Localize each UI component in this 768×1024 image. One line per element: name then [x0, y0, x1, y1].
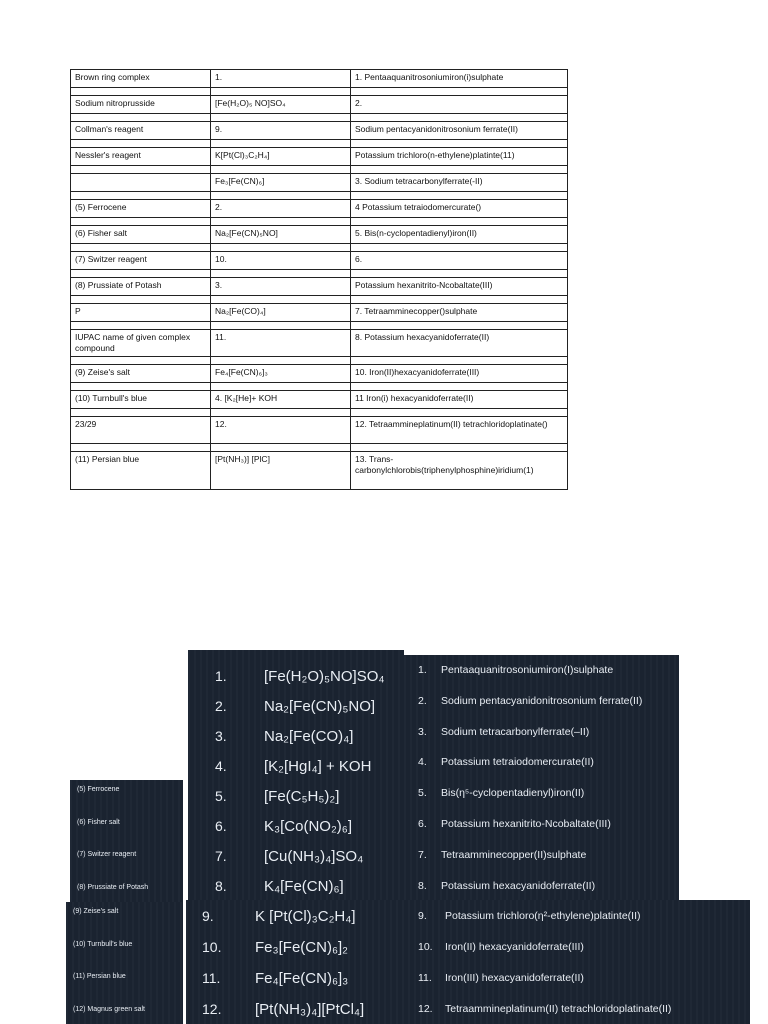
formula-number: 4. — [215, 758, 227, 774]
table-spacer-cell — [71, 166, 211, 174]
table-spacer-row — [71, 409, 568, 417]
table-spacer-cell — [211, 296, 351, 304]
table-cell-c2: 12. — [211, 417, 351, 444]
table-spacer-row — [71, 88, 568, 96]
name-number: 8. — [418, 879, 427, 892]
table-spacer-cell — [211, 88, 351, 96]
table-cell-c1: (10) Turnbull's blue — [71, 391, 211, 409]
iupac-name-text: Tetraamminecopper(II)sulphate — [441, 848, 587, 861]
table-cell-c2: [Pt(NH₃)] [PlC] — [211, 452, 351, 490]
iupac-name-row — [404, 655, 679, 685]
table-spacer-cell — [211, 270, 351, 278]
table-spacer-cell — [351, 114, 568, 122]
table-spacer-cell — [211, 322, 351, 330]
formula-number: 8. — [215, 878, 227, 894]
formula-row — [188, 661, 404, 691]
formula-number: 9. — [202, 908, 214, 924]
table-spacer-cell — [351, 296, 568, 304]
table-spacer-cell — [211, 383, 351, 391]
table-cell-c3: Sodium pentacyanidonitrosonium ferrate(II) — [351, 122, 568, 140]
table-cell-c1: (7) Switzer reagent — [71, 252, 211, 270]
name-number: 4. — [418, 756, 427, 769]
formula-text: [K₂[HgI₄] + KOH — [264, 757, 372, 775]
table-cell-c3: 7. Tetraamminecopper()sulphate — [351, 304, 568, 322]
compound-common-name: (5) Ferrocene — [77, 786, 120, 793]
table-cell-c1 — [71, 174, 211, 192]
table-spacer-row — [71, 218, 568, 226]
table-cell-c3: 6. — [351, 252, 568, 270]
table-cell-c1: (9) Zeise's salt — [71, 365, 211, 383]
formula-number: 10. — [202, 939, 222, 955]
name-board-upper — [404, 655, 679, 900]
iupac-name-text: Iron(III) hexacyanidoferrate(II) — [445, 972, 584, 984]
iupac-name-row — [404, 840, 679, 870]
compound-common-name: (6) Fisher salt — [77, 818, 120, 826]
iupac-name-row — [404, 871, 679, 901]
iupac-name-row — [404, 747, 679, 777]
formula-row — [186, 963, 406, 993]
formula-text: [Fe(H₂O)₅NO]SO₄ — [264, 667, 385, 685]
formula-row — [188, 781, 404, 811]
table-spacer-row — [71, 244, 568, 252]
table-spacer-row — [71, 383, 568, 391]
table-spacer-cell — [71, 88, 211, 96]
formula-text: [Cu(NH₃)₄]SO₄ — [264, 847, 364, 865]
table-spacer-cell — [71, 322, 211, 330]
table-spacer-cell — [71, 296, 211, 304]
formula-row — [188, 841, 404, 871]
compound-common-name: (8) Prussiate of Potash — [77, 883, 149, 891]
table-spacer-cell — [351, 166, 568, 174]
formula-number: 7. — [215, 848, 227, 864]
formula-text: K₄[Fe(CN)₆] — [264, 877, 344, 895]
iupac-name-row — [404, 809, 679, 839]
formula-text: [Fe(C₅H₅)₂] — [264, 787, 340, 805]
table-cell-c1: Brown ring complex — [71, 70, 211, 88]
table-spacer-cell — [351, 244, 568, 252]
formula-row — [186, 901, 406, 931]
table-spacer-cell — [351, 357, 568, 365]
compound-common-name: (7) Switzer reagent — [77, 851, 137, 858]
iupac-name-text: Iron(II) hexacyanidoferrate(III) — [445, 941, 584, 953]
formula-text: Na₂[Fe(CO)₄] — [264, 727, 354, 745]
table-spacer-cell — [211, 357, 351, 365]
table-spacer-cell — [351, 270, 568, 278]
table-cell-c3: 1. Pentaaquanitrosoniumiron(i)sulphate — [351, 70, 568, 88]
table-spacer-cell — [71, 357, 211, 365]
table-cell-c3: 11 Iron(i) hexacyanidoferrate(II) — [351, 391, 568, 409]
table-spacer-cell — [71, 383, 211, 391]
iupac-name-text: Tetraammineplatinum(II) tetrachloridoplatinate(II) — [445, 1003, 672, 1015]
iupac-name-row — [404, 778, 679, 808]
table-row — [71, 278, 568, 296]
table-cell-c1: Collman's reagent — [71, 122, 211, 140]
table-spacer-cell — [211, 114, 351, 122]
table-spacer-row — [71, 114, 568, 122]
table-cell-c2: 3. — [211, 278, 351, 296]
table-cell-c2: Fe₃[Fe(CN)₆] — [211, 174, 351, 192]
table-row — [71, 122, 568, 140]
formula-row — [188, 721, 404, 751]
iupac-name-text: Potassium hexacyanidoferrate(II) — [441, 879, 596, 892]
iupac-name-row — [416, 994, 750, 1024]
table-spacer-cell — [351, 322, 568, 330]
table-spacer-cell — [211, 409, 351, 417]
formula-board-upper — [188, 650, 404, 905]
formula-row — [188, 871, 404, 901]
table-spacer-cell — [351, 218, 568, 226]
table-row — [71, 330, 568, 357]
table-row — [71, 365, 568, 383]
formula-row — [188, 811, 404, 841]
table-row — [71, 304, 568, 322]
formula-text: Na₂[Fe(CN)₅NO] — [264, 697, 376, 715]
table-row — [71, 417, 568, 444]
table-cell-c2: 10. — [211, 252, 351, 270]
table-spacer-cell — [351, 383, 568, 391]
table-cell-c2: [Fe(H₂O)₅ NO]SO₄ — [211, 96, 351, 114]
table-cell-c3: 12. Tetraammineplatinum(II) tetrachloridoplatinate() — [351, 417, 568, 444]
table-spacer-cell — [71, 409, 211, 417]
table-row — [71, 252, 568, 270]
table-spacer-cell — [351, 140, 568, 148]
name-number: 2. — [418, 694, 427, 707]
name-number: 9. — [418, 910, 427, 922]
table-row — [71, 96, 568, 114]
formula-number: 11. — [202, 970, 221, 986]
iupac-name-text: Potassium hexanitrito-Ncobaltate(III) — [441, 818, 611, 830]
name-number: 11. — [418, 972, 432, 984]
iupac-name-text: Bis(η⁵-cyclopentadienyl)iron(II) — [441, 787, 585, 800]
compound-common-name: (12) Magnus green salt — [73, 1005, 145, 1013]
name-number: 10. — [418, 941, 433, 953]
table-cell-c1: Sodium nitroprusside — [71, 96, 211, 114]
table-cell-c2: 2. — [211, 200, 351, 218]
table-cell-c1: (5) Ferrocene — [71, 200, 211, 218]
table-cell-c2: 11. — [211, 330, 351, 357]
name-number: 3. — [418, 725, 427, 738]
iupac-name-row — [404, 686, 679, 716]
iupac-name-text: Sodium pentacyanidonitrosonium ferrate(II) — [441, 694, 643, 707]
formula-row — [186, 994, 406, 1024]
table-row — [71, 200, 568, 218]
table-spacer-cell — [71, 114, 211, 122]
table-spacer-row — [71, 192, 568, 200]
reference-table — [70, 69, 568, 490]
formula-text: Fe₄[Fe(CN)₆]₃ — [255, 969, 349, 987]
table-spacer-cell — [211, 244, 351, 252]
formula-row — [188, 691, 404, 721]
table-cell-c1: (8) Prussiate of Potash — [71, 278, 211, 296]
table-spacer-cell — [71, 244, 211, 252]
table-spacer-row — [71, 270, 568, 278]
table-spacer-cell — [351, 192, 568, 200]
iupac-name-row — [416, 932, 750, 962]
table-spacer-row — [71, 322, 568, 330]
formula-number: 1. — [215, 668, 227, 684]
table-cell-c1: (6) Fisher salt — [71, 226, 211, 244]
table-cell-c2: 1. — [211, 70, 351, 88]
table-row — [71, 226, 568, 244]
formula-text: K₃[Co(NO₂)₆] — [264, 817, 352, 835]
table-cell-c2: 9. — [211, 122, 351, 140]
formula-number: 6. — [215, 818, 227, 834]
side-label-board-upper — [70, 780, 183, 902]
compound-common-name: (9) Zeise's salt — [73, 908, 119, 915]
table-cell-c3: 2. — [351, 96, 568, 114]
table-row — [71, 70, 568, 88]
formula-row — [188, 751, 404, 781]
formula-row — [186, 932, 406, 962]
table-cell-c3: 10. Iron(II)hexacyanidoferrate(III) — [351, 365, 568, 383]
iupac-name-text: Potassium trichloro(η²-ethylene)platinte(II) — [445, 910, 641, 922]
formula-text: Fe₃[Fe(CN)₆]₂ — [255, 938, 348, 956]
table-spacer-cell — [351, 88, 568, 96]
formula-number: 5. — [215, 788, 227, 804]
name-number: 1. — [418, 664, 427, 676]
table-spacer-row — [71, 166, 568, 174]
table-row — [71, 391, 568, 409]
table-cell-c2: K[Pt(Cl)₃C₂H₄] — [211, 148, 351, 166]
table-spacer-cell — [211, 140, 351, 148]
table-spacer-cell — [351, 409, 568, 417]
formula-number: 3. — [215, 728, 227, 744]
compound-common-name: (10) Turnbull's blue — [73, 940, 133, 948]
table-spacer-cell — [211, 192, 351, 200]
table-cell-c1: P — [71, 304, 211, 322]
table-spacer-cell — [71, 140, 211, 148]
name-number: 12. — [418, 1003, 433, 1015]
table-row — [71, 452, 568, 490]
table-cell-c3: 3. Sodium tetracarbonylferrate(-II) — [351, 174, 568, 192]
table-cell-c3: Potassium trichloro(n-ethylene)platinte(11) — [351, 148, 568, 166]
iupac-name-text: Potassium tetraiodomercurate(II) — [441, 756, 594, 769]
table-row — [71, 174, 568, 192]
table-spacer-cell — [211, 166, 351, 174]
table-cell-c1: 23/29 — [71, 417, 211, 444]
table-spacer-cell — [211, 444, 351, 452]
side-label-board-lower — [66, 902, 183, 1024]
table-spacer-cell — [71, 444, 211, 452]
compound-common-name: (11) Persian blue — [73, 973, 126, 980]
name-number: 5. — [418, 787, 427, 800]
iupac-name-row — [416, 901, 750, 931]
iupac-name-text: Sodium tetracarbonylferrate(–II) — [441, 725, 590, 738]
table-cell-c2: Fe₄[Fe(CN)₆]₃ — [211, 365, 351, 383]
table-spacer-cell — [71, 218, 211, 226]
table-cell-c1: Nessler's reagent — [71, 148, 211, 166]
name-number: 6. — [418, 818, 427, 830]
table-cell-c3: Potassium hexanitrito-Ncobaltate(III) — [351, 278, 568, 296]
name-number: 7. — [418, 848, 427, 861]
table-cell-c1: IUPAC name of given complex compound — [71, 330, 211, 357]
formula-board-lower — [186, 900, 750, 1024]
table-spacer-row — [71, 140, 568, 148]
table-cell-c3: 5. Bis(n-cyclopentadienyl)iron(II) — [351, 226, 568, 244]
table-spacer-cell — [71, 270, 211, 278]
table-row — [71, 148, 568, 166]
table-spacer-cell — [351, 444, 568, 452]
table-cell-c3: 4 Potassium tetraiodomercurate() — [351, 200, 568, 218]
formula-text: K [Pt(Cl)₃C₂H₄] — [255, 907, 356, 925]
table-spacer-cell — [71, 192, 211, 200]
formula-text: [Pt(NH₃)₄][PtCl₄] — [255, 1000, 365, 1018]
table-spacer-row — [71, 444, 568, 452]
table-cell-c1: (11) Persian blue — [71, 452, 211, 490]
table-spacer-row — [71, 357, 568, 365]
table-cell-c2: 4. [K₂[He]+ KOH — [211, 391, 351, 409]
formula-number: 2. — [215, 698, 227, 714]
table-cell-c2: Na₂[Fe(CO)₄] — [211, 304, 351, 322]
iupac-name-row — [404, 717, 679, 747]
table-spacer-row — [71, 296, 568, 304]
table-cell-c2: Na₂[Fe(CN)₅NO] — [211, 226, 351, 244]
table-cell-c3: 8. Potassium hexacyanidoferrate(II) — [351, 330, 568, 357]
table-spacer-cell — [211, 218, 351, 226]
table-cell-c3: 13. Trans-carbonylchlorobis(triphenylphosphine)iridium(1) — [351, 452, 568, 490]
iupac-name-text: Pentaaquanitrosoniumiron(I)sulphate — [441, 664, 614, 676]
formula-number: 12. — [202, 1001, 222, 1017]
iupac-name-row — [416, 963, 750, 993]
